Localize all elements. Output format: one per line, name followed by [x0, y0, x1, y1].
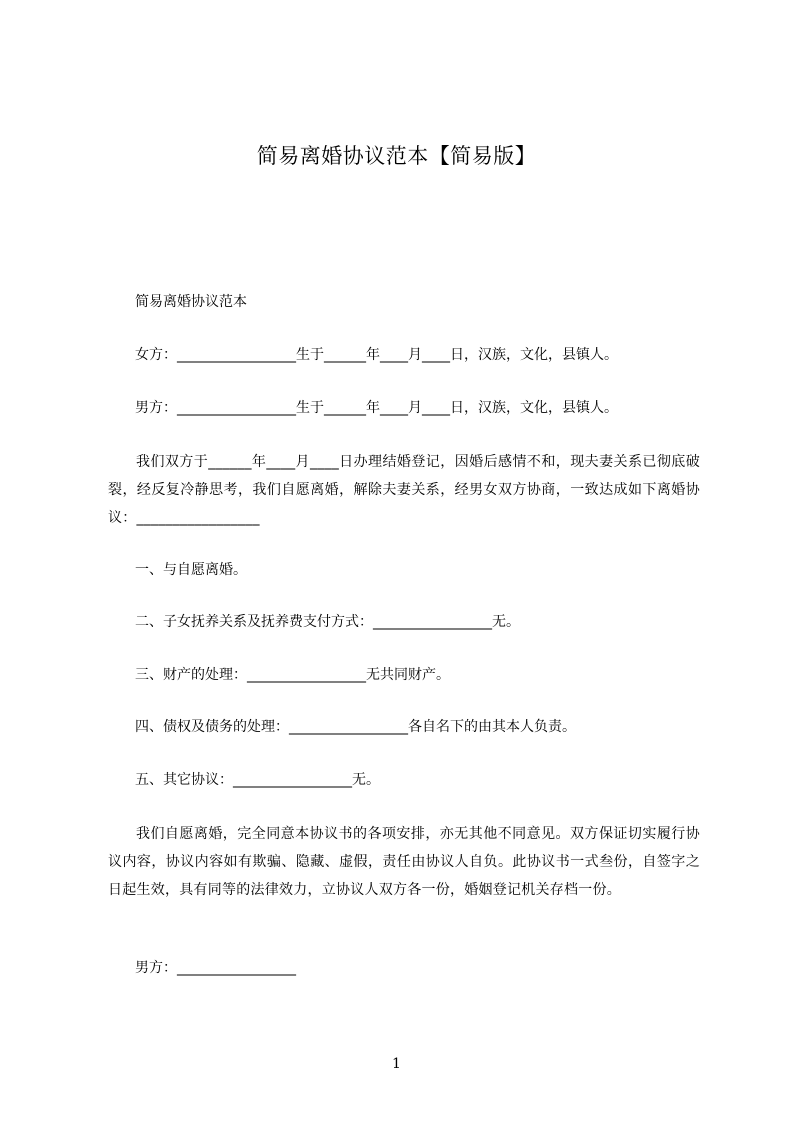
clause-3: 三、财产的处理：_________________无共同财产。 [135, 667, 450, 683]
signature-male-line: 男方：_________________ [135, 960, 296, 976]
document-subtitle: 简易离婚协议范本 [135, 294, 247, 310]
female-party-line: 女方：_________________生于______年____月____日，汉族，文化，县镇人。 [135, 347, 618, 363]
male-party-line: 男方：_________________生于______年____月____日，汉族，文化，县镇人。 [135, 400, 618, 416]
intro-paragraph: 我们双方于______年____月____日办理结婚登记，因婚后感情不和，现夫妻关系已彻底破裂，经反复冷静思考，我们自愿离婚，解除夫妻关系，经男女双方协商，一致达成如下离婚协议：_________________ [108, 454, 700, 526]
clause-5: 五、其它协议：_________________无。 [135, 772, 380, 788]
page-number: 1 [392, 1056, 401, 1072]
clause-4: 四、债权及债务的处理：_________________各自名下的由其本人负责。 [135, 719, 576, 735]
closing-paragraph: 我们自愿离婚，完全同意本协议书的各项安排，亦无其他不同意见。双方保证切实履行协议内容，协议内容如有欺骗、隐藏、虚假，责任由协议人自负。此协议书一式叁份，自签字之日起生效，具有同等的法律效力，立协议人双方各一份，婚姻登记机关存档一份。 [108, 826, 700, 898]
document-title: 简易离婚协议范本【简易版】 [256, 144, 537, 168]
clause-2: 二、子女抚养关系及抚养费支付方式：_________________无。 [135, 614, 520, 630]
clause-1: 一、与自愿离婚。 [135, 562, 247, 578]
